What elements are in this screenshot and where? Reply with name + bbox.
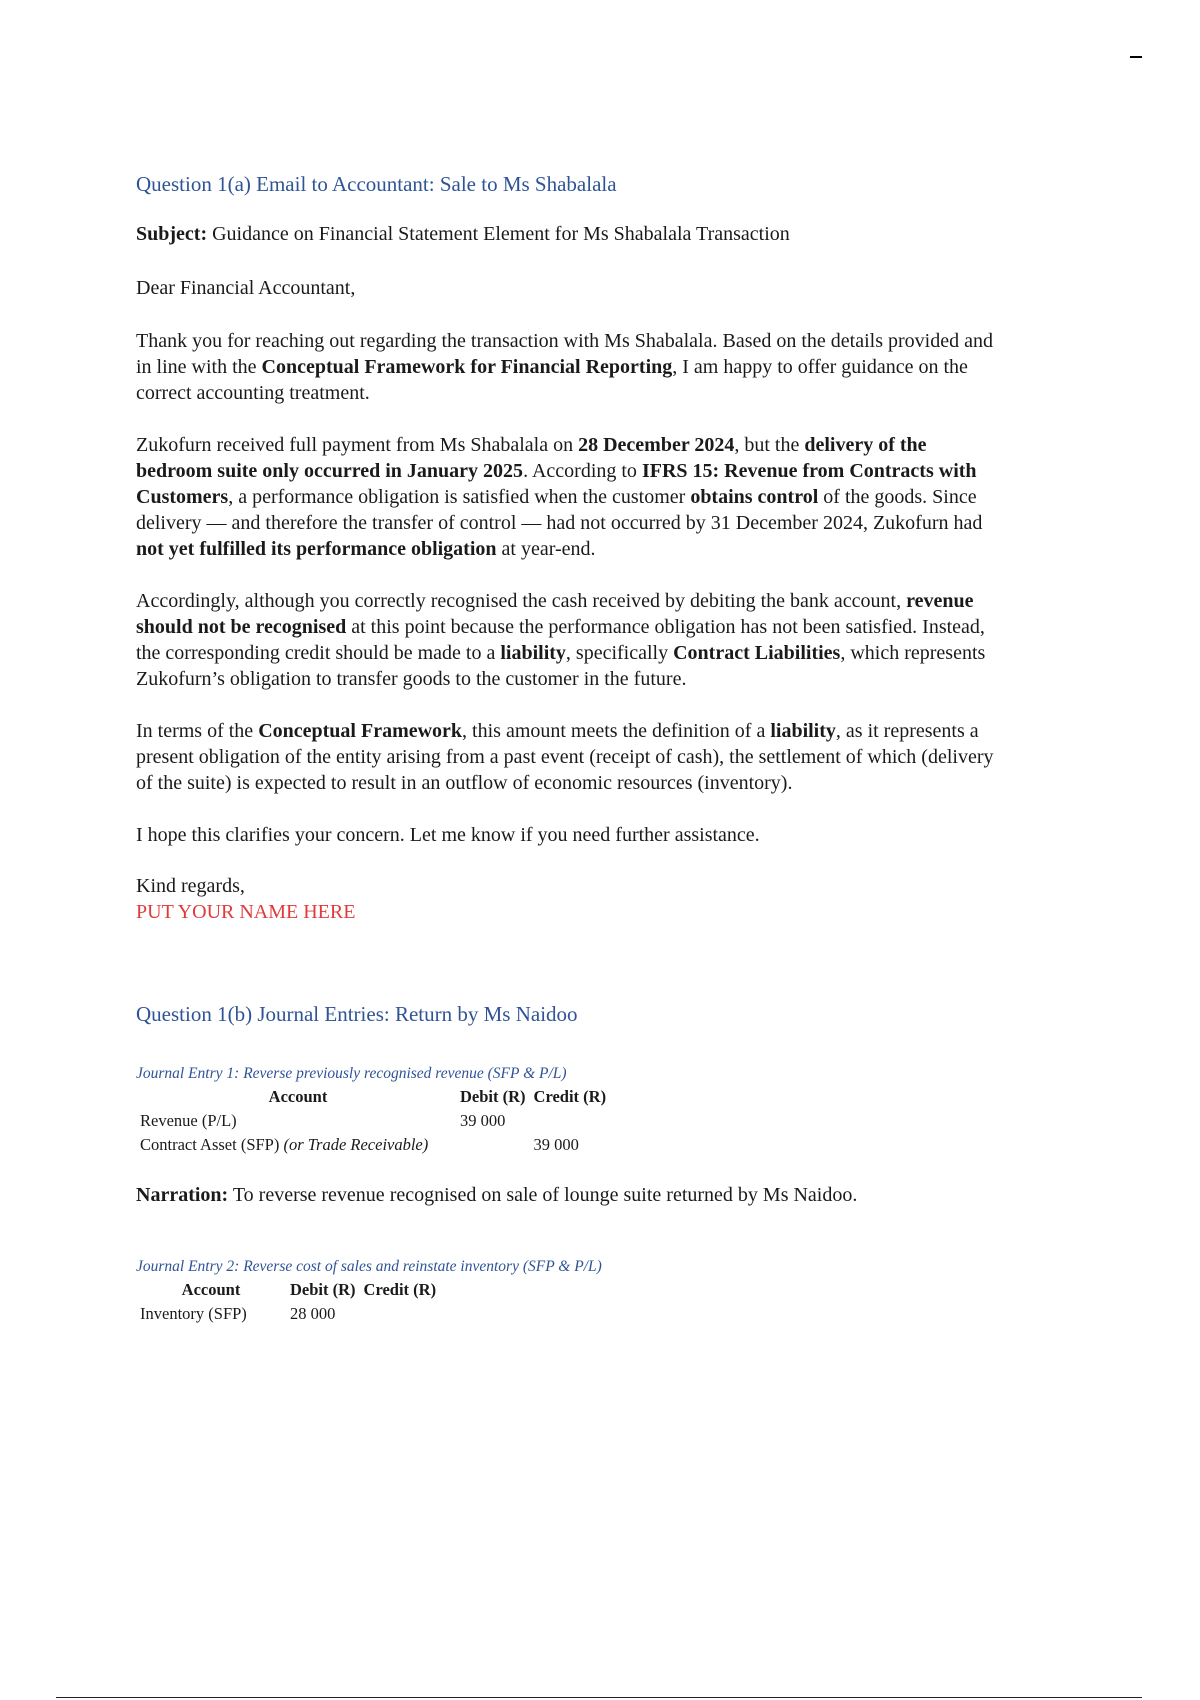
footer-rule <box>56 1697 1142 1698</box>
journal-1-row <box>136 1109 610 1133</box>
journal-2-header-account: Account <box>181 1280 241 1300</box>
paragraph-5: I hope this clarifies your concern. Let me know if you need further assistance. <box>136 824 760 847</box>
journal-2-title: Journal Entry 2: Reverse cost of sales and reinstate inventory (SFP & P/L) <box>136 1258 602 1276</box>
paragraph-1: Thank you for reaching out regarding the transaction with Ms Shabalala. Based on the details provided and in line with the Conceptual Framework for Financial Reporting, I am happy to offer guidance on the correct accounting treatment. <box>136 330 993 405</box>
document-content <box>136 172 996 1326</box>
paragraph-2: Zukofurn received full payment from Ms Shabalala on 28 December 2024, but the delivery of the bedroom suite only occurred in January 2025. According to IFRS 15: Revenue from Contracts with Customers, a performance obligation is satisfied when the customer obtains control of the goods. Since delivery — and therefore the transfer of control — had not occurred by 31 December 2024, Zukofurn had not yet fulfilled its performance obligation at year-end. <box>136 434 983 561</box>
q1a-heading: Question 1(a) Email to Accountant: Sale to Ms Shabalala <box>136 172 617 196</box>
journal-1-header-row <box>136 1085 610 1109</box>
journal-1-table <box>136 1085 610 1157</box>
narration-label: Narration: <box>136 1184 229 1207</box>
journal-1-header-credit: Credit (R) <box>533 1087 607 1107</box>
journal-1-header-debit: Debit (R) <box>460 1087 526 1107</box>
journal-1-row <box>136 1133 610 1157</box>
email-subject <box>136 221 996 247</box>
journal-1-debit: 39 000 <box>460 1111 506 1131</box>
narration-text: To reverse revenue recognised on sale of lounge suite returned by Ms Naidoo. <box>228 1184 858 1207</box>
corner-mark <box>1130 56 1142 58</box>
journal-1-debit <box>460 1133 530 1157</box>
journal-1-credit: 39 000 <box>533 1135 579 1155</box>
journal-2-row <box>136 1302 440 1326</box>
subject-label: Subject: <box>136 223 208 246</box>
journal-2-account: Inventory (SFP) <box>140 1304 247 1324</box>
journal-1-account: Revenue (P/L) <box>140 1111 237 1131</box>
journal-2-debit: 28 000 <box>290 1304 336 1324</box>
email-greeting: Dear Financial Accountant, <box>136 277 356 300</box>
journal-1-title: Journal Entry 1: Reverse previously recognised revenue (SFP & P/L) <box>136 1065 567 1083</box>
journal-1-credit <box>530 1109 611 1133</box>
narration <box>136 1182 996 1208</box>
journal-1-account: Contract Asset (SFP) (or Trade Receivable) <box>140 1135 429 1155</box>
subject-text: Guidance on Financial Statement Element for Ms Shabalala Transaction <box>207 223 790 246</box>
email-closing: Kind regards, <box>136 875 245 898</box>
paragraph-3: Accordingly, although you correctly recognised the cash received by debiting the bank account, revenue should not be recognised at this point because the performance obligation has not been satisfied. Instead, the corresponding credit should be made to a liability, specifically Contract Liabilities, which represents Zukofurn’s obligation to transfer goods to the customer in the future. <box>136 590 986 691</box>
journal-2-table <box>136 1278 440 1326</box>
journal-1-header-account: Account <box>268 1087 328 1107</box>
journal-2-header-credit: Credit (R) <box>363 1280 437 1300</box>
journal-2-header-debit: Debit (R) <box>290 1280 356 1300</box>
signature-placeholder: PUT YOUR NAME HERE <box>136 901 356 924</box>
paragraph-4: In terms of the Conceptual Framework, this amount meets the definition of a liability, as it represents a present obligation of the entity arising from a past event (receipt of cash), the settlement of which (delivery of the suite) is expected to result in an outflow of economic resources (inventory). <box>136 720 994 795</box>
journal-2-header-row <box>136 1278 440 1302</box>
q1b-heading: Question 1(b) Journal Entries: Return by Ms Naidoo <box>136 1002 578 1027</box>
journal-2-credit <box>360 1302 441 1326</box>
